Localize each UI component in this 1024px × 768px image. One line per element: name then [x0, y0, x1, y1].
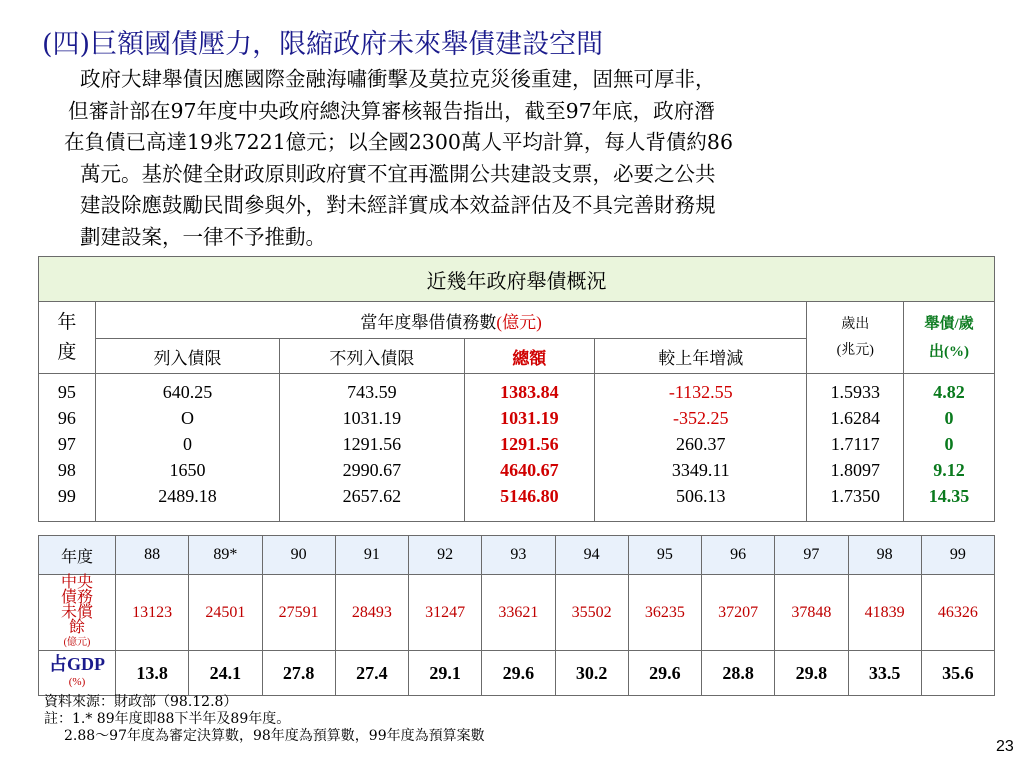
table-row [39, 651, 995, 696]
debt-cell: 33621 [482, 575, 555, 651]
column-unbudgeted: 743.59 1031.19 1291.56 2990.67 2657.62 [280, 374, 464, 522]
paragraph-line: 政府大肆舉債因應國際金融海嘯衝擊及莫拉克災後重建，固無可厚非， [80, 67, 716, 91]
column-budgeted: 640.25 O 0 1650 2489.18 [95, 374, 279, 522]
note-source: 資料來源：財政部（98.12.8） [44, 694, 238, 710]
year-cell: 98 [848, 536, 921, 575]
debt-cell: 28493 [335, 575, 408, 651]
row-label-debt: 中央債務未償餘 (億元) [39, 575, 116, 651]
gdp-cell: 29.1 [409, 651, 482, 696]
gdp-cell: 33.5 [848, 651, 921, 696]
gdp-cell: 27.4 [335, 651, 408, 696]
year-cell: 97 [775, 536, 848, 575]
header-year: 年度 [39, 302, 96, 374]
column-total: 1383.84 1031.19 1291.56 4640.67 5146.80 [464, 374, 595, 522]
table-row [39, 536, 995, 575]
debt-cell: 31247 [409, 575, 482, 651]
header-budgeted: 列入債限 [95, 339, 279, 374]
page-number: 23 [996, 738, 1014, 755]
debt-cell: 36235 [628, 575, 701, 651]
column-year: 95 96 97 98 99 [39, 374, 96, 522]
year-cell: 88 [116, 536, 189, 575]
column-ratio: 4.82 0 0 9.12 14.35 [904, 374, 995, 522]
gdp-cell: 29.6 [628, 651, 701, 696]
source-notes [44, 694, 485, 745]
debt-cell: 46326 [921, 575, 994, 651]
debt-overview-table [38, 256, 995, 522]
gdp-cell: 35.6 [921, 651, 994, 696]
gdp-cell: 29.8 [775, 651, 848, 696]
year-cell: 91 [335, 536, 408, 575]
header-expenditure: 歲出 (兆元) [807, 302, 904, 374]
year-cell: 92 [409, 536, 482, 575]
gdp-cell: 30.2 [555, 651, 628, 696]
paragraph-line: 建設除應鼓勵民間參與外，對未經詳實成本效益評估及不具完善財務規 [80, 193, 716, 217]
year-cell: 90 [262, 536, 335, 575]
paragraph-line: 劃建設案，一律不予推動。 [80, 224, 326, 249]
year-cell: 99 [921, 536, 994, 575]
debt-cell: 27591 [262, 575, 335, 651]
gdp-cell: 28.8 [702, 651, 775, 696]
gdp-cell: 29.6 [482, 651, 555, 696]
debt-cell: 24501 [189, 575, 262, 651]
header-borrowing-group: 當年度舉借債務數(億元) [95, 302, 807, 339]
intro-paragraph [64, 64, 964, 253]
year-cell: 93 [482, 536, 555, 575]
paragraph-line: 但審計部在97年度中央政府總決算審核報告指出，截至97年底，政府潛 [68, 98, 715, 123]
paragraph-line: 在負債已高達19兆7221億元；以全國2300萬人平均計算，每人背債約86 [64, 130, 734, 154]
header-total: 總額 [464, 339, 595, 374]
header-ratio: 舉債/歲出(%) [904, 302, 995, 374]
debt-cell: 37848 [775, 575, 848, 651]
debt-cell: 37207 [702, 575, 775, 651]
year-cell: 96 [702, 536, 775, 575]
paragraph-line: 萬元。基於健全財政原則政府實不宜再濫開公共建設支票，必要之公共 [80, 161, 716, 186]
gdp-cell: 27.8 [262, 651, 335, 696]
year-cell: 95 [628, 536, 701, 575]
year-cell: 94 [555, 536, 628, 575]
header-unbudgeted: 不列入債限 [280, 339, 464, 374]
year-cell: 89* [189, 536, 262, 575]
table-row [39, 575, 995, 651]
header-change: 較上年增減 [595, 339, 807, 374]
note-2: 2.88～97年度為審定決算數，98年度為預算數，99年度為預算案數 [64, 728, 485, 744]
debt-cell: 41839 [848, 575, 921, 651]
column-change: -1132.55 -352.25 260.37 3349.11 506.13 [595, 374, 807, 522]
note-1: 註：1.* 89年度即88下半年及89年度。 [44, 711, 291, 727]
table-caption: 近幾年政府舉債概況 [39, 257, 995, 302]
debt-cell: 13123 [116, 575, 189, 651]
slide-title: (四)巨額國債壓力，限縮政府未來舉債建設空間 [42, 29, 604, 60]
debt-cell: 35502 [555, 575, 628, 651]
gdp-cell: 24.1 [189, 651, 262, 696]
row-label-year: 年度 [39, 536, 116, 575]
column-expenditure: 1.5933 1.6284 1.7117 1.8097 1.7350 [807, 374, 904, 522]
row-label-gdp: 占GDP (%) [39, 651, 116, 696]
debt-gdp-table [38, 535, 995, 696]
gdp-cell: 13.8 [116, 651, 189, 696]
